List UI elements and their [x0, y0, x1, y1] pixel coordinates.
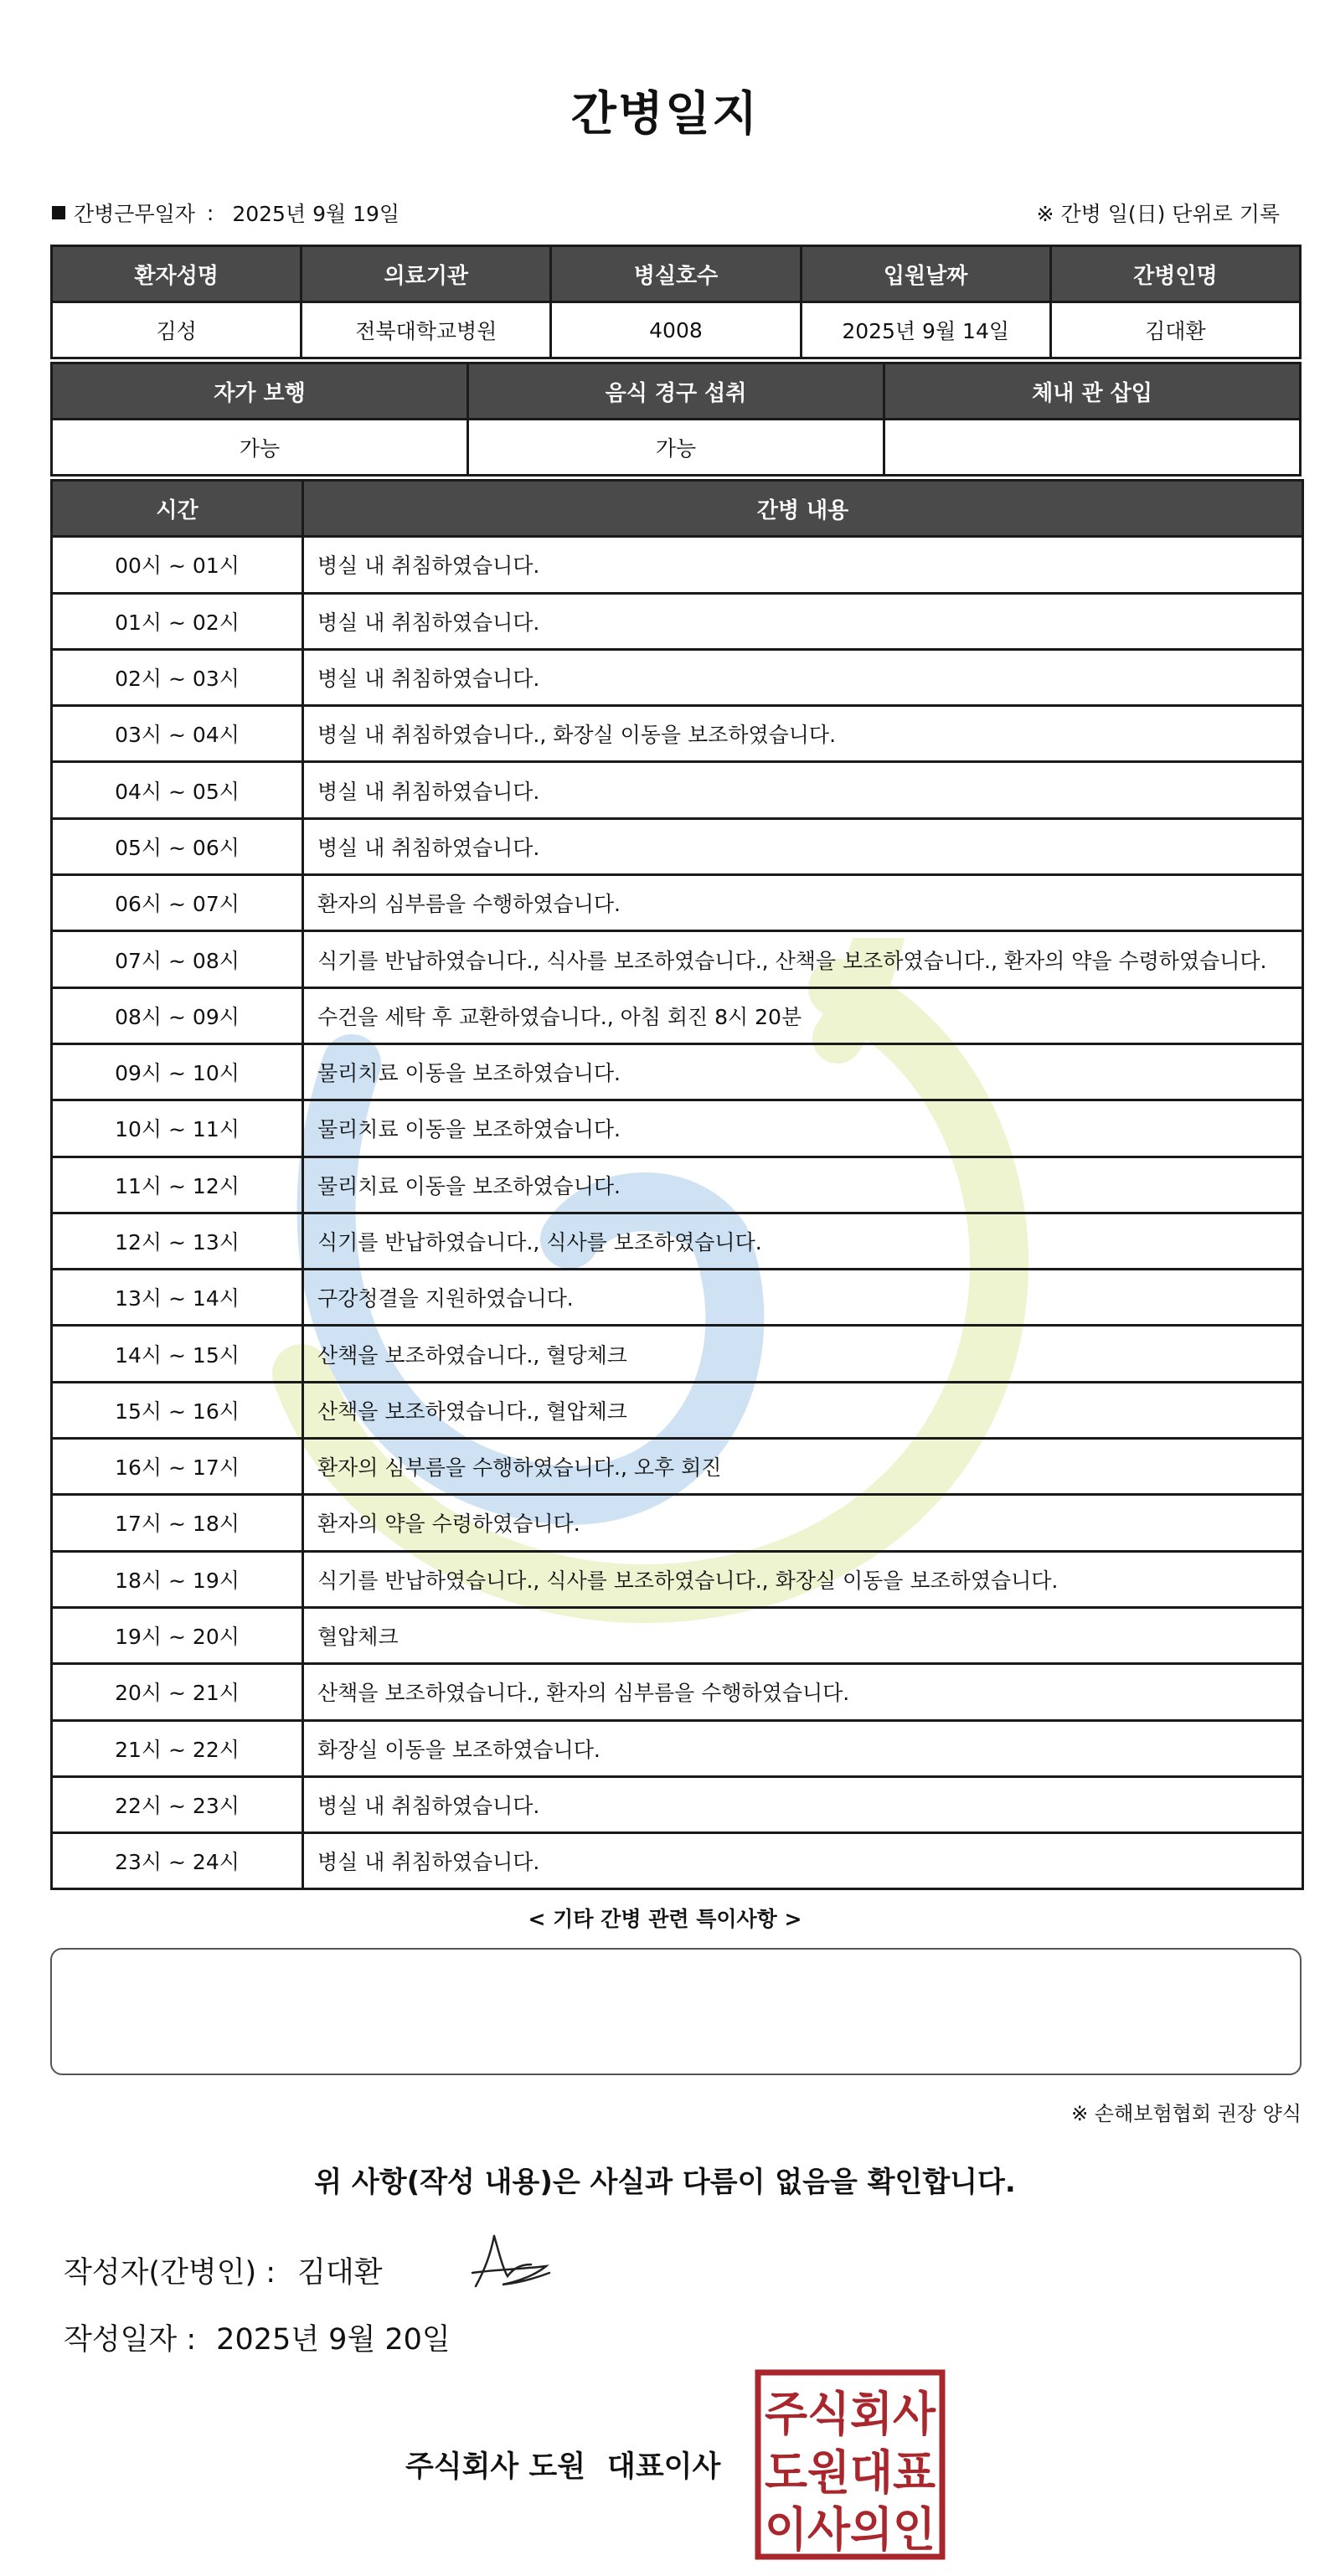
- log-content: 산책을 보조하였습니다., 환자의 심부름을 수행하였습니다.: [303, 1664, 1303, 1720]
- table-row: [52, 537, 1303, 593]
- confirmation-statement: 위 사항(작성 내용)은 사실과 다름이 없음을 확인합니다.: [314, 2166, 1016, 2199]
- patient-name: 김성: [52, 302, 302, 358]
- company-line: [405, 2444, 720, 2486]
- log-time: 00시 ~ 01시: [52, 537, 303, 593]
- log-time: 09시 ~ 10시: [52, 1043, 303, 1100]
- log-time: 21시 ~ 22시: [52, 1720, 303, 1776]
- log-time: 20시 ~ 21시: [52, 1664, 303, 1720]
- table-row: [52, 1551, 1303, 1607]
- table-row: [52, 1270, 1303, 1326]
- table-row: [52, 1664, 1303, 1720]
- log-content: 병실 내 취침하였습니다.: [303, 1833, 1303, 1889]
- table-row: [52, 1776, 1303, 1832]
- table-row: [52, 931, 1303, 987]
- svg-text:도원대표: 도원대표: [765, 2446, 936, 2501]
- table-header-row: [52, 246, 1301, 302]
- writer-name: 김대환: [297, 2256, 383, 2290]
- table-row: [52, 649, 1303, 705]
- form-note: ※ 손해보험협회 권장 양식: [1071, 2102, 1302, 2125]
- meta-row: [52, 198, 1280, 231]
- log-content: 수건을 세탁 후 교환하였습니다., 아침 회진 8시 20분: [303, 987, 1303, 1043]
- table-header-row: [52, 363, 1301, 420]
- header-time: 시간: [52, 481, 303, 537]
- work-date-colon: :: [206, 200, 214, 225]
- log-time: 18시 ~ 19시: [52, 1551, 303, 1607]
- table-row: [52, 1213, 1303, 1269]
- table-row: [52, 593, 1303, 649]
- log-time: 05시 ~ 06시: [52, 818, 303, 874]
- header-admission-date: 입원날짜: [801, 246, 1050, 302]
- patient-info-table: [50, 245, 1302, 359]
- room-number: 4008: [551, 302, 801, 358]
- svg-text:이사의인: 이사의인: [765, 2503, 936, 2558]
- log-content: 구강청결을 지원하였습니다.: [303, 1270, 1303, 1326]
- admission-date: 2025년 9월 14일: [801, 302, 1050, 358]
- log-content: 병실 내 취침하였습니다.: [303, 1776, 1303, 1832]
- header-caregiver-name: 간병인명: [1050, 246, 1300, 302]
- log-content: 산책을 보조하였습니다., 혈당체크: [303, 1326, 1303, 1382]
- log-time: 04시 ~ 05시: [52, 762, 303, 818]
- oral-intake: 가능: [468, 420, 884, 476]
- hospital: 전북대학교병원: [302, 302, 551, 358]
- table-row: [52, 302, 1301, 358]
- log-content: 물리치료 이동을 보조하였습니다.: [303, 1043, 1303, 1100]
- log-content: 병실 내 취침하였습니다.: [303, 593, 1303, 649]
- log-content: 혈압체크: [303, 1607, 1303, 1663]
- table-row: [52, 1043, 1303, 1100]
- log-content: 식기를 반납하였습니다., 식사를 보조하였습니다., 산책을 보조하였습니다., 환자의 약을 수령하였습니다.: [303, 931, 1303, 987]
- table-row: [52, 1495, 1303, 1551]
- log-time: 01시 ~ 02시: [52, 593, 303, 649]
- log-time: 11시 ~ 12시: [52, 1157, 303, 1213]
- log-content: 병실 내 취침하였습니다.: [303, 537, 1303, 593]
- log-content: 산책을 보조하였습니다., 혈압체크: [303, 1382, 1303, 1438]
- written-date-line: [64, 2316, 451, 2358]
- signature-icon: [469, 2228, 553, 2295]
- log-time: 03시 ~ 04시: [52, 706, 303, 762]
- company-seal-icon: [754, 2368, 946, 2561]
- log-time: 19시 ~ 20시: [52, 1607, 303, 1663]
- unit-note: ※ 간병 일(日) 단위로 기록: [1036, 202, 1280, 226]
- writer-label: 작성자(간병인) :: [64, 2256, 276, 2290]
- table-row: [52, 1833, 1303, 1889]
- log-content: 물리치료 이동을 보조하였습니다.: [303, 1100, 1303, 1157]
- log-time: 14시 ~ 15시: [52, 1326, 303, 1382]
- table-row: [52, 1100, 1303, 1157]
- header-care-content: 간병 내용: [303, 481, 1303, 537]
- log-time: 12시 ~ 13시: [52, 1213, 303, 1269]
- written-date-value: 2025년 9월 20일: [216, 2323, 451, 2357]
- log-time: 16시 ~ 17시: [52, 1439, 303, 1495]
- log-time: 06시 ~ 07시: [52, 875, 303, 931]
- notes-title: < 기타 간병 관련 특이사항 >: [528, 1907, 802, 1931]
- table-row: [52, 875, 1303, 931]
- table-row: [52, 818, 1303, 874]
- header-self-walking: 자가 보행: [52, 363, 468, 420]
- caregiver-name: 김대환: [1050, 302, 1300, 358]
- table-row: [52, 1382, 1303, 1438]
- table-row: [52, 762, 1303, 818]
- notes-box: [50, 1948, 1302, 2075]
- log-time: 23시 ~ 24시: [52, 1833, 303, 1889]
- bullet-square-icon: [52, 206, 65, 219]
- log-content: 물리치료 이동을 보조하였습니다.: [303, 1157, 1303, 1213]
- writer-line: [64, 2249, 383, 2291]
- header-patient-name: 환자성명: [52, 246, 302, 302]
- log-content: 병실 내 취침하였습니다., 화장실 이동을 보조하였습니다.: [303, 706, 1303, 762]
- log-content: 병실 내 취침하였습니다.: [303, 818, 1303, 874]
- representative-title: 대표이사: [607, 2450, 721, 2484]
- table-row: [52, 420, 1301, 476]
- log-time: 13시 ~ 14시: [52, 1270, 303, 1326]
- table-row: [52, 1326, 1303, 1382]
- table-row: [52, 1439, 1303, 1495]
- log-time: 07시 ~ 08시: [52, 931, 303, 987]
- log-time: 08시 ~ 09시: [52, 987, 303, 1043]
- company-name: 주식회사 도원: [405, 2450, 586, 2484]
- written-date-label: 작성일자 :: [64, 2323, 197, 2357]
- log-content: 병실 내 취침하였습니다.: [303, 762, 1303, 818]
- log-content: 식기를 반납하였습니다., 식사를 보조하였습니다., 화장실 이동을 보조하였습니다.: [303, 1551, 1303, 1607]
- hourly-care-log-table: [50, 479, 1304, 1890]
- table-row: [52, 706, 1303, 762]
- log-content: 환자의 심부름을 수행하였습니다., 오후 회진: [303, 1439, 1303, 1495]
- page-title: 간병일지: [570, 87, 760, 142]
- log-content: 화장실 이동을 보조하였습니다.: [303, 1720, 1303, 1776]
- log-time: 10시 ~ 11시: [52, 1100, 303, 1157]
- header-oral-intake: 음식 경구 섭취: [468, 363, 884, 420]
- work-date: [52, 198, 400, 228]
- work-date-label: 간병근무일자: [74, 202, 195, 226]
- header-tube-insertion: 체내 관 삽입: [884, 363, 1301, 420]
- table-row: [52, 1720, 1303, 1776]
- table-row: [52, 987, 1303, 1043]
- patient-status-table: [50, 362, 1302, 477]
- log-content: 식기를 반납하였습니다., 식사를 보조하였습니다.: [303, 1213, 1303, 1269]
- log-time: 17시 ~ 18시: [52, 1495, 303, 1551]
- log-content: 환자의 심부름을 수행하였습니다.: [303, 875, 1303, 931]
- log-body: [52, 537, 1303, 1889]
- work-date-value: 2025년 9월 19일: [232, 202, 400, 226]
- header-hospital: 의료기관: [302, 246, 551, 302]
- table-row: [52, 1157, 1303, 1213]
- log-time: 22시 ~ 23시: [52, 1776, 303, 1832]
- tube-insertion: [884, 420, 1301, 476]
- log-time: 02시 ~ 03시: [52, 649, 303, 705]
- log-content: 병실 내 취침하였습니다.: [303, 649, 1303, 705]
- self-walking: 가능: [52, 420, 468, 476]
- header-room-number: 병실호수: [551, 246, 801, 302]
- log-content: 환자의 약을 수령하였습니다.: [303, 1495, 1303, 1551]
- log-time: 15시 ~ 16시: [52, 1382, 303, 1438]
- table-row: [52, 1607, 1303, 1663]
- table-header-row: [52, 481, 1303, 537]
- svg-text:주식회사: 주식회사: [765, 2388, 936, 2442]
